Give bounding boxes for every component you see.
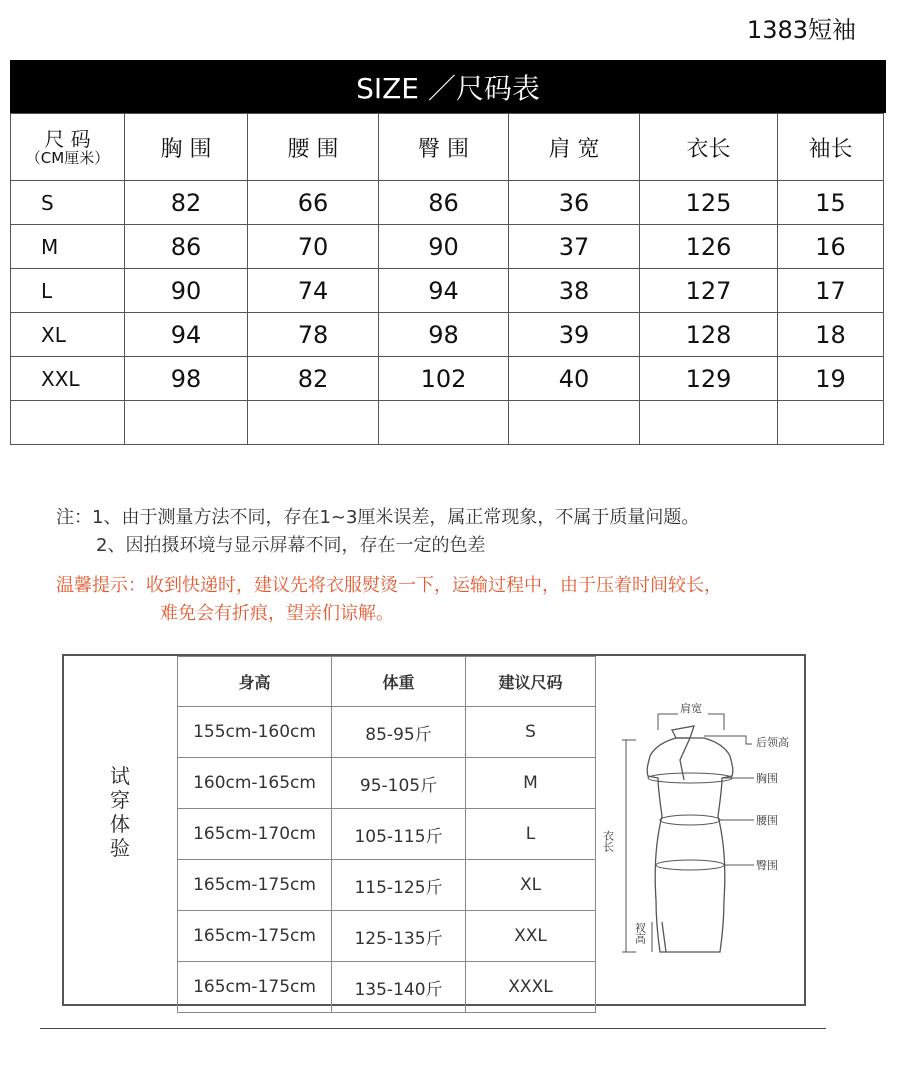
height-cell: 165cm-170cm [178,809,332,860]
trial-row [178,860,596,911]
trial-row [178,707,596,758]
measurement-cell: 40 [509,357,640,401]
size-chart-header-row [11,114,884,181]
measurement-cell: 16 [778,225,884,269]
measurement-cell [379,401,509,445]
weight-cell: 135-140斤 [332,962,466,1013]
shoulder-label: 肩宽 [680,702,702,715]
size-row [11,357,884,401]
measurement-cell: 19 [778,357,884,401]
hip-label: 臀围 [756,859,778,872]
measurement-cell: 90 [125,269,248,313]
measurement-cell: 39 [509,313,640,357]
size-column-header [11,114,125,181]
measurement-cell: 82 [125,181,248,225]
trial-header-row [178,657,596,707]
trial-table [177,656,596,1013]
size-row [11,269,884,313]
measurement-cell: 38 [509,269,640,313]
suggested-size-cell: L [466,809,596,860]
size-cell: L [11,269,125,313]
measurement-cell: 15 [778,181,884,225]
measurement-cell: 78 [248,313,379,357]
suggested-size-column-header: 建议尺码 [466,657,596,707]
size-chart-table [10,113,884,445]
size-cell: XXL [11,357,125,401]
size-cell: S [11,181,125,225]
size-cell: M [11,225,125,269]
slit-label: 衩高 [633,922,647,944]
size-cell [11,401,125,445]
dress-measurement-diagram [596,690,806,970]
measurement-cell: 129 [640,357,778,401]
size-row [11,401,884,445]
shoulder-measure-line [658,714,724,730]
dress-slit [662,922,666,952]
collar-shape [672,726,694,738]
suggested-size-cell: M [466,758,596,809]
trial-row [178,809,596,860]
waist-column-header: 腰 围 [248,114,379,181]
dress-body-shape [647,738,733,952]
measurement-cell: 86 [125,225,248,269]
measurement-cell: 126 [640,225,778,269]
size-unit-label: （CM厘米） [25,148,110,167]
height-cell: 165cm-175cm [178,911,332,962]
chest-label: 胸围 [756,772,778,785]
chest-measure-line [648,773,732,783]
measurement-cell: 125 [640,181,778,225]
sleeve-column-header: 袖长 [778,114,884,181]
hip-column-header: 臀 围 [379,114,509,181]
measurement-cell: 98 [379,313,509,357]
waist-label: 腰围 [756,814,778,827]
suggested-size-cell: S [466,707,596,758]
measurement-cell: 82 [248,357,379,401]
measurement-cell: 94 [125,313,248,357]
hip-measure-line [656,860,724,870]
suggested-size-cell: XXXL [466,962,596,1013]
measurement-cell: 66 [248,181,379,225]
measurement-cell: 74 [248,269,379,313]
size-header-label: 尺 码 [44,126,91,151]
measurement-cell: 70 [248,225,379,269]
length-label: 衣长 [601,830,615,852]
waist-measure-line [660,815,720,825]
trial-row [178,962,596,1013]
warm-tips [56,572,722,628]
measurement-cell: 17 [778,269,884,313]
trial-row [178,911,596,962]
measurement-notes [56,504,699,560]
measurement-cell: 102 [379,357,509,401]
product-code: 1383短袖 [746,16,856,44]
size-row [11,313,884,357]
measurement-cell: 98 [125,357,248,401]
weight-cell: 105-115斤 [332,809,466,860]
measurement-cell [125,401,248,445]
length-column-header: 衣长 [640,114,778,181]
measurement-cell [509,401,640,445]
back-collar-label: 后领高 [756,736,789,749]
note-line: 2、因拍摄环境与显示屏幕不同，存在一定的色差 [96,535,486,556]
measurement-cell [640,401,778,445]
trial-experience-label: 试穿体验 [110,764,130,860]
bottom-divider [40,1028,826,1029]
measure-leader-lines [720,778,754,865]
weight-cell: 115-125斤 [332,860,466,911]
size-cell: XL [11,313,125,357]
dress-placket [680,738,690,780]
height-column-header: 身高 [178,657,332,707]
measurement-cell: 94 [379,269,509,313]
measurement-cell [778,401,884,445]
size-row [11,181,884,225]
size-row [11,225,884,269]
measurement-cell: 18 [778,313,884,357]
trial-row [178,758,596,809]
note-line: 注：1、由于测量方法不同，存在1~3厘米误差，属正常现象，不属于质量问题。 [56,507,700,528]
measurement-cell: 90 [379,225,509,269]
height-cell: 165cm-175cm [178,860,332,911]
weight-cell: 125-135斤 [332,911,466,962]
shoulder-column-header: 肩 宽 [509,114,640,181]
measurement-cell: 36 [509,181,640,225]
measurement-cell [248,401,379,445]
measurement-cell: 37 [509,225,640,269]
chest-column-header: 胸 围 [125,114,248,181]
measure-lines [622,714,754,952]
dress-outline [647,726,733,952]
size-chart-title: SIZE ／尺码表 [10,60,886,113]
length-measure-line [622,740,636,952]
height-cell: 160cm-165cm [178,758,332,809]
tip-line: 温馨提示：收到快递时，建议先将衣服熨烫一下，运输过程中，由于压着时间较长， [56,575,722,596]
weight-column-header: 体重 [332,657,466,707]
height-cell: 165cm-175cm [178,962,332,1013]
suggested-size-cell: XXL [466,911,596,962]
measurement-cell: 127 [640,269,778,313]
height-cell: 155cm-160cm [178,707,332,758]
measurement-cell: 128 [640,313,778,357]
suggested-size-cell: XL [466,860,596,911]
tip-line: 难免会有折痕，望亲们谅解。 [160,603,394,624]
weight-cell: 95-105斤 [332,758,466,809]
weight-cell: 85-95斤 [332,707,466,758]
measurement-cell: 86 [379,181,509,225]
